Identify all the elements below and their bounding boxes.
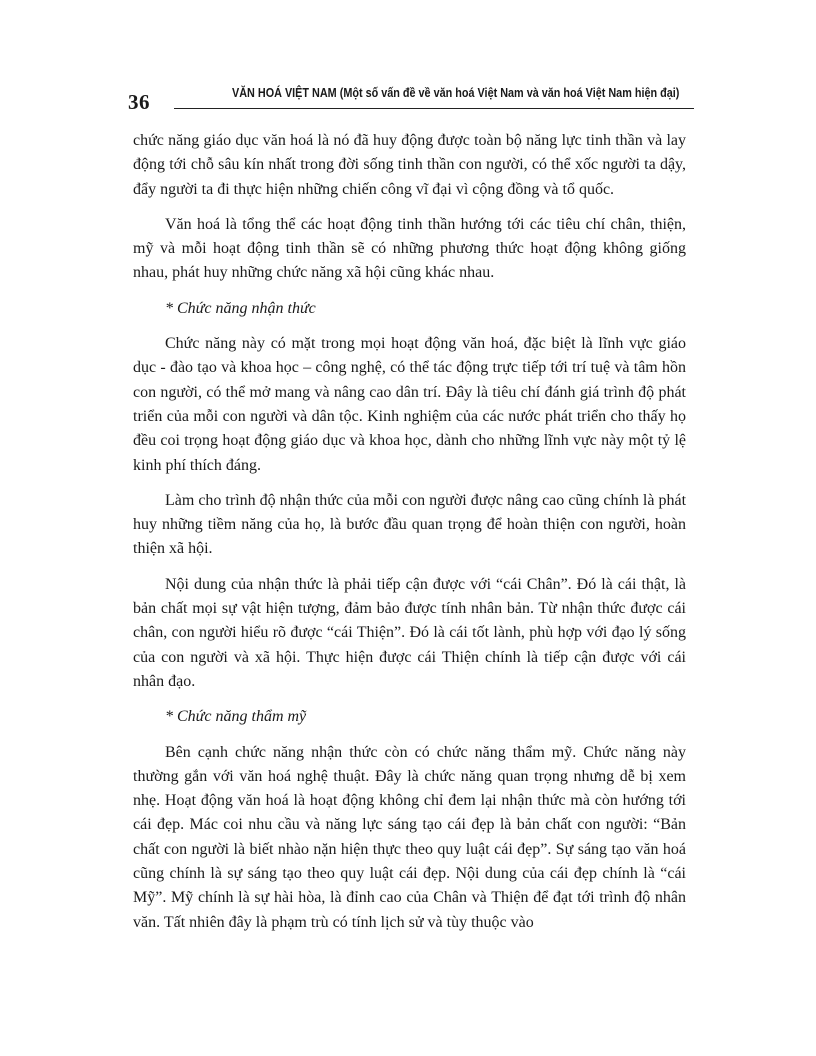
running-title: VĂN HOÁ VIỆT NAM (Một số vấn đề về văn hoá Việt Nam và văn hoá Việt Nam hiện đại) bbox=[232, 86, 680, 100]
paragraph: Văn hoá là tổng thể các hoạt động tinh thần hướng tới các tiêu chí chân, thiện, mỹ và mỗi hoạt động tinh thần sẽ có những phương thức hoạt động không giống nhau, phát huy những chức năng xã hội cũng khác nhau. bbox=[133, 215, 686, 282]
paragraph: Bên cạnh chức năng nhận thức còn có chức năng thẩm mỹ. Chức năng này thường gắn với văn hoá nghệ thuật. Đây là chức năng quan trọng nhưng dễ bị xem nhẹ. Hoạt động văn hoá là hoạt động không chỉ đem lại nhận thức mà còn hướng tới cái đẹp. Mác coi nhu cầu và năng lực sáng tạo cái đẹp là bản chất con người: “Bản chất con người là biết nhào nặn hiện thực theo quy luật cái đẹp”. Sự sáng tạo văn hoá cũng chính là sự sáng tạo theo quy luật cái đẹp. Nội dung của cái đẹp chính là “cái Mỹ”. Mỹ chính là sự hài hòa, là đỉnh cao của Chân và Thiện để đạt tới trình độ nhân văn. Tất nhiên đây là phạm trù có tính lịch sử và tùy thuộc vào bbox=[133, 743, 686, 931]
paragraph: Làm cho trình độ nhận thức của mỗi con người được nâng cao cũng chính là phát huy những tiềm năng của họ, là bước đầu quan trọng để hoàn thiện con người, hoàn thiện xã hội. bbox=[133, 491, 687, 558]
body-text bbox=[133, 129, 686, 946]
paragraph-continued: chức năng giáo dục văn hoá là nó đã huy động được toàn bộ năng lực tinh thần và lay động tới chỗ sâu kín nhất trong đời sống tinh thần con người, có thể xốc người ta dậy, đẩy người ta đi thực hiện những chiến công vĩ đại vì cộng đồng và tổ quốc. bbox=[133, 132, 686, 198]
section-heading-aesthetics: * Chức năng thẩm mỹ bbox=[165, 708, 307, 726]
page-number: 36 bbox=[128, 90, 150, 114]
header-rule bbox=[174, 108, 694, 109]
paragraph: Nội dung của nhận thức là phải tiếp cận được với “cái Chân”. Đó là cái thật, là bản chất mọi sự vật hiện tượng, đảm bảo được tính nhân bản. Từ nhận thức được cái chân, con người hiểu rõ được “cái Thiện”. Đó là cái tốt lành, phù hợp với đạo lý sống của con người và xã hội. Thực hiện được cái Thiện chính là tiếp cận được với cái nhân đạo. bbox=[133, 575, 686, 690]
page-header bbox=[128, 86, 694, 116]
section-heading-cognition: * Chức năng nhận thức bbox=[165, 299, 316, 317]
paragraph: Chức năng này có mặt trong mọi hoạt động văn hoá, đặc biệt là lĩnh vực giáo dục - đào tạo và khoa học – công nghệ, có thể tác động trực tiếp tới trí tuệ và tâm hồn con người, có thể mở mang và nâng cao dân trí. Đây là tiêu chí đánh giá trình độ phát triển của mỗi con người và dân tộc. Kinh nghiệm của các nước phát triển cho thấy họ đều coi trọng hoạt động giáo dục và khoa học, dành cho những lĩnh vực này một tỷ lệ kinh phí thích đáng. bbox=[133, 335, 686, 474]
